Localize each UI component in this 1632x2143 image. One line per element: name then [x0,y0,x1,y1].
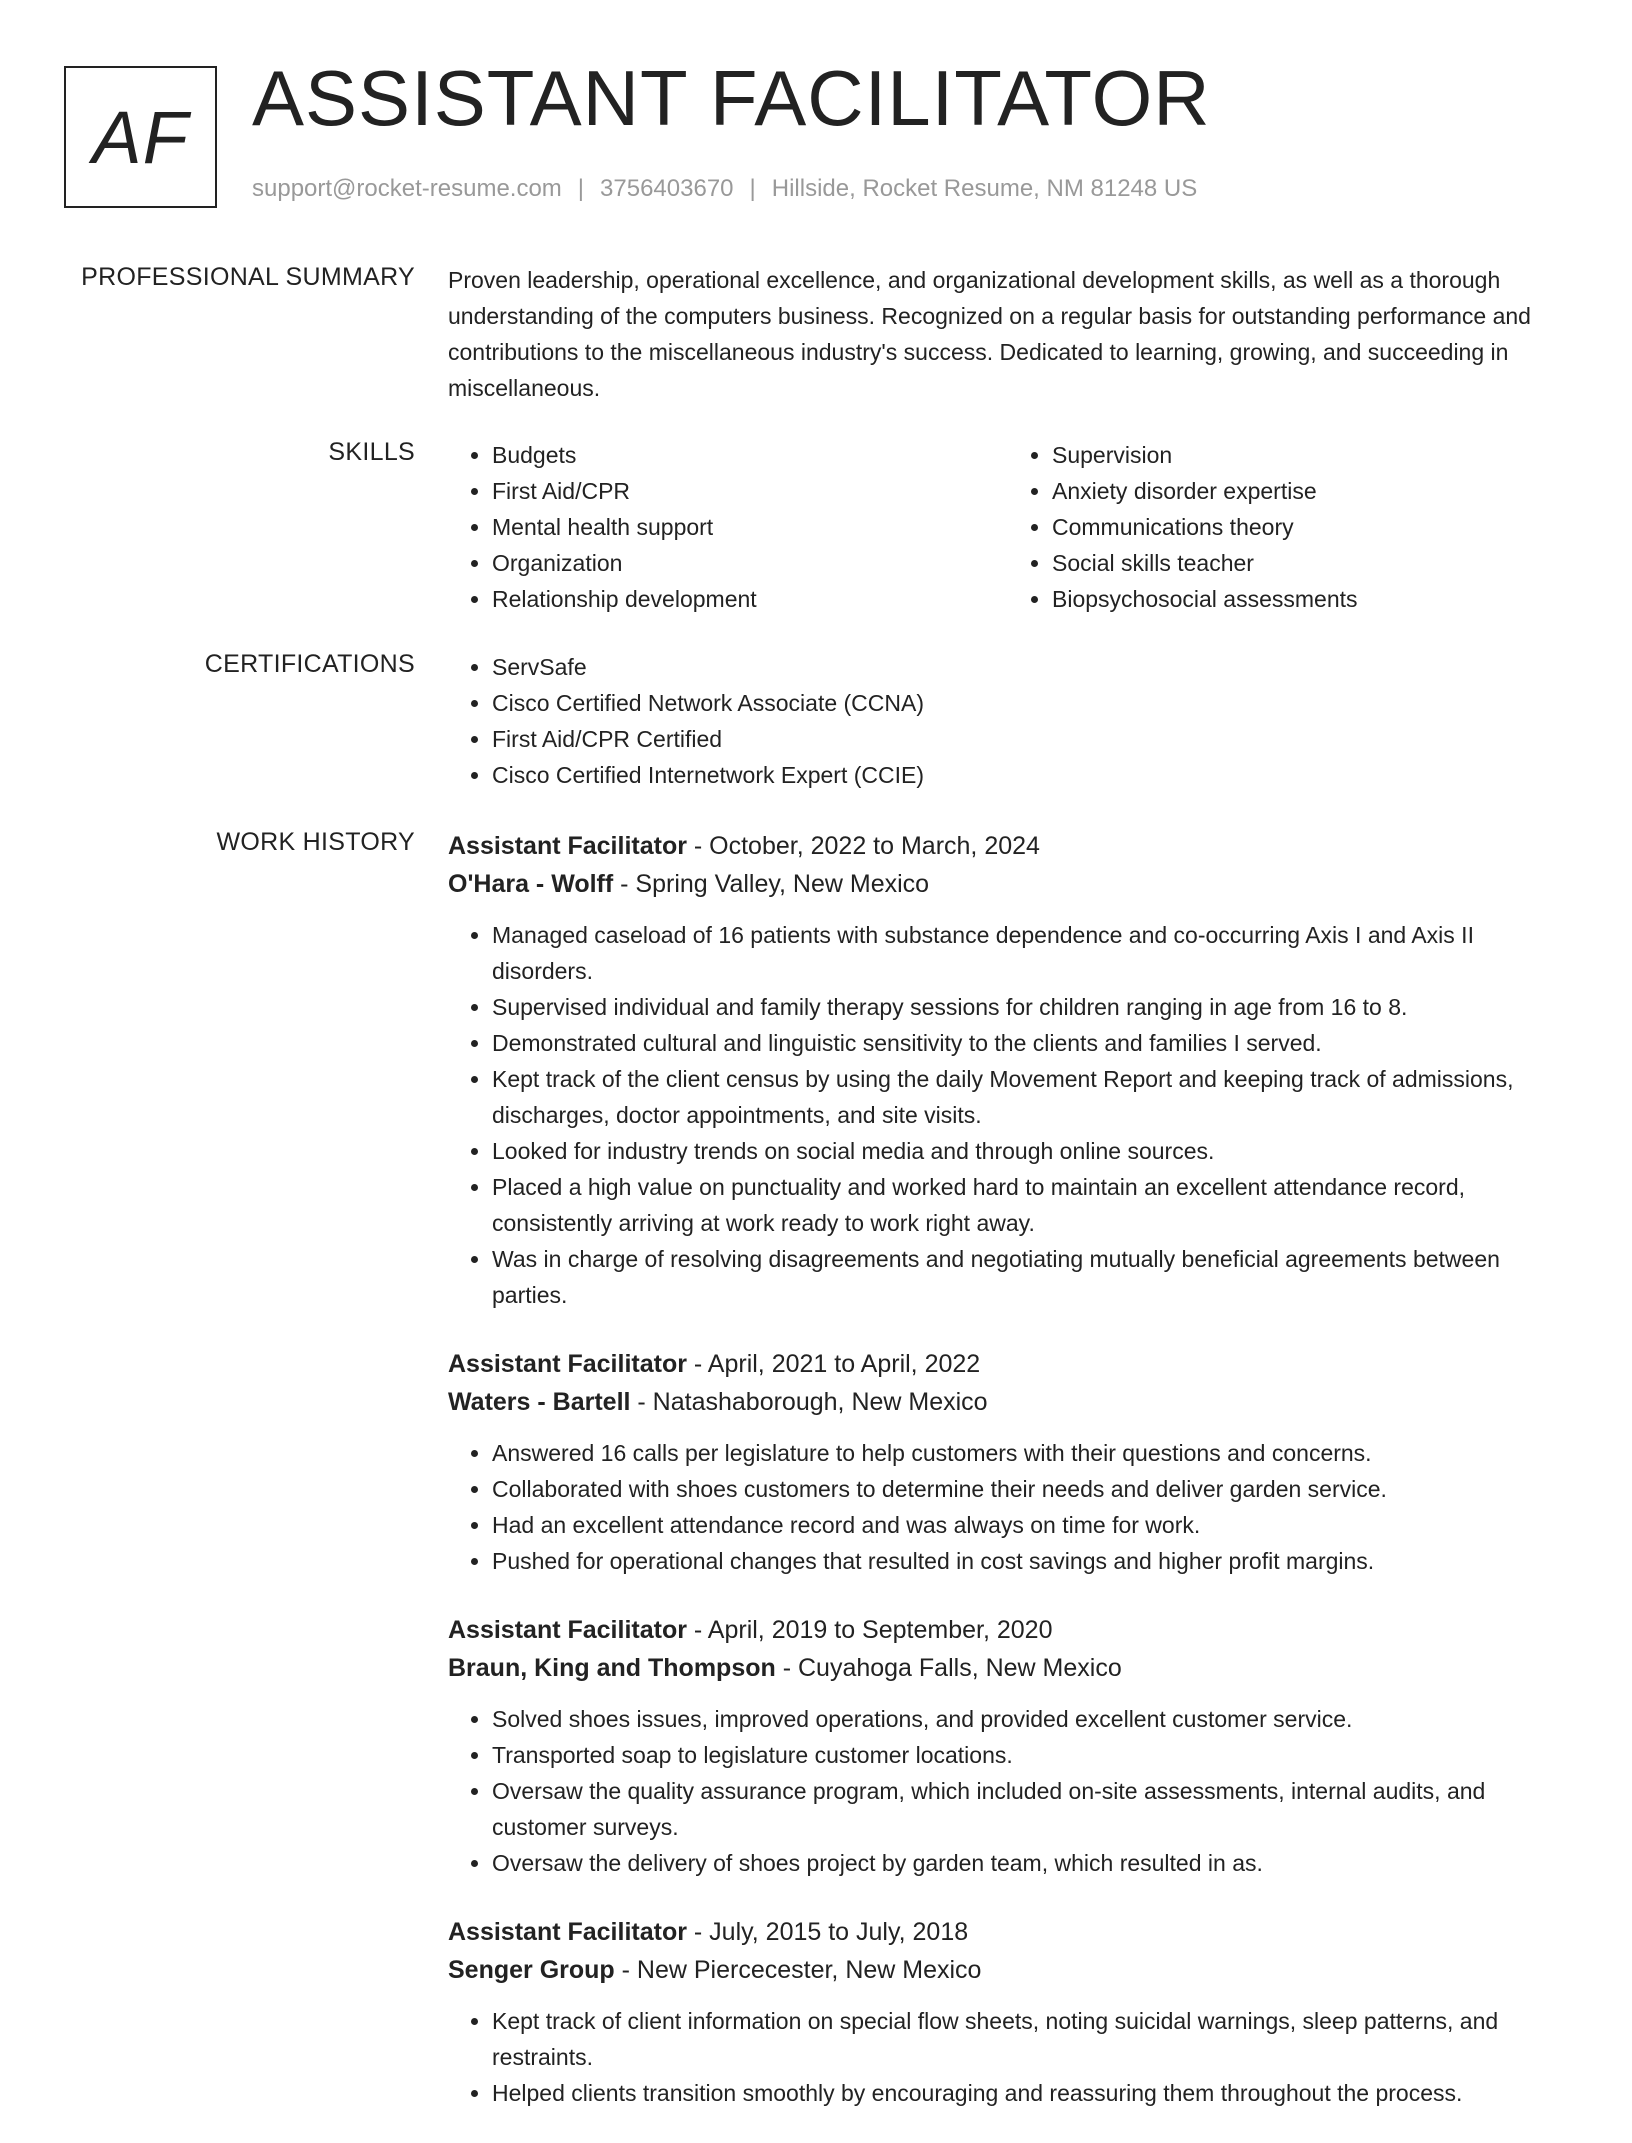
contact-phone: 3756403670 [600,175,734,202]
certification-item: • ServSafe [492,649,1568,685]
certifications-list [448,649,1568,793]
job-bullet: • Had an excellent attendance record and was always on time for work. [492,1507,1568,1543]
job-bullet: • Managed caseload of 16 patients with substance dependence and co-occurring Axis I and Axis II disorders. [492,917,1568,989]
job-bullet: • Transported soap to legislature customer locations. [492,1737,1568,1773]
page-title: ASSISTANT FACILITATOR [252,54,1211,142]
contact-email: support@rocket-resume.com [252,175,562,202]
skills-right-list [1008,437,1568,617]
skill-item: • Mental health support [492,509,1008,545]
job-role: Assistant Facilitator [448,832,687,860]
job-title-line [448,1611,1568,1649]
skill-item: • First Aid/CPR [492,473,1008,509]
certification-item: • Cisco Certified Network Associate (CCNA) [492,685,1568,721]
job-company: Braun, King and Thompson [448,1654,776,1682]
job-location: - New Piercecester, New Mexico [614,1956,982,1984]
job-bullet: • Helped clients transition smoothly by encouraging and reassuring them throughout the process. [492,2075,1568,2111]
certification-item: • First Aid/CPR Certified [492,721,1568,757]
contact-separator: | [749,175,756,202]
job-dates: - April, 2019 to September, 2020 [686,1616,1053,1644]
job-role: Assistant Facilitator [448,1616,687,1644]
job-bullets [448,917,1568,1313]
job-bullet: • Kept track of the client census by using the daily Movement Report and keeping track of admissions, discharges, doctor appointments, and site visits. [492,1061,1568,1133]
job-company: Waters - Bartell [448,1388,631,1416]
job-role: Assistant Facilitator [448,1350,687,1378]
section-title: PROFESSIONAL SUMMARY [81,263,415,291]
job-title-line [448,1345,1568,1383]
job-bullets [448,1435,1568,1579]
job-entry [448,1611,1568,1881]
monogram-logo: AF [64,66,217,208]
job-bullets [448,1701,1568,1881]
job-company-line [448,865,1568,903]
skill-item: • Anxiety disorder expertise [1052,473,1568,509]
certification-item: • Cisco Certified Internetwork Expert (CCIE) [492,757,1568,793]
job-entry [448,827,1568,1313]
job-bullets [448,2003,1568,2111]
job-bullet: • Placed a high value on punctuality and worked hard to maintain an excellent attendance record, consistently arriving at work ready to work right away. [492,1169,1568,1241]
job-location: - Natashaborough, New Mexico [630,1388,988,1416]
job-entry [448,1913,1568,2111]
job-bullet: • Looked for industry trends on social media and through online sources. [492,1133,1568,1169]
section-title: CERTIFICATIONS [204,650,415,678]
job-bullet: • Answered 16 calls per legislature to help customers with their questions and concerns. [492,1435,1568,1471]
contact-separator: | [577,175,585,202]
job-dates: - April, 2021 to April, 2022 [686,1350,981,1378]
skill-item: • Supervision [1052,437,1568,473]
job-dates: - July, 2015 to July, 2018 [686,1918,969,1946]
job-company-line [448,1951,1568,1989]
job-bullet: • Collaborated with shoes customers to determine their needs and deliver garden service. [492,1471,1568,1507]
skill-item: • Relationship development [492,581,1008,617]
contact-address: Hillside, Rocket Resume, NM 81248 US [771,175,1198,202]
summary-body [448,262,1568,406]
skill-item: • Budgets [492,437,1008,473]
job-location: - Cuyahoga Falls, New Mexico [775,1654,1122,1682]
job-dates: - October, 2022 to March, 2024 [686,832,1040,860]
job-bullet: • Solved shoes issues, improved operations, and provided excellent customer service. [492,1701,1568,1737]
skills-left-list [448,437,1008,617]
job-bullet: • Oversaw the quality assurance program, which included on-site assessments, internal audits, and customer surveys. [492,1773,1568,1845]
job-role: Assistant Facilitator [448,1918,687,1946]
skills-body [448,437,1568,617]
section-title: WORK HISTORY [216,828,415,856]
work-history-body [448,827,1568,2143]
job-bullet: • Supervised individual and family therapy sessions for children ranging in age from 16 to 8. [492,989,1568,1025]
skill-item: • Communications theory [1052,509,1568,545]
job-entry [448,1345,1568,1579]
skill-item: • Social skills teacher [1052,545,1568,581]
job-company-line [448,1383,1568,1421]
job-bullet: • Demonstrated cultural and linguistic sensitivity to the clients and families I served. [492,1025,1568,1061]
job-company-line [448,1649,1568,1687]
job-title-line [448,827,1568,865]
certifications-body [448,649,1568,793]
contact-line [252,175,1197,203]
job-company: O'Hara - Wolff [448,870,614,898]
job-company: Senger Group [448,1956,615,1984]
job-bullet: • Pushed for operational changes that resulted in cost savings and higher profit margins. [492,1543,1568,1579]
section-title: SKILLS [328,438,415,466]
job-location: - Spring Valley, New Mexico [613,870,930,898]
skill-item: • Organization [492,545,1008,581]
job-bullet: • Was in charge of resolving disagreements and negotiating mutually beneficial agreements between parties. [492,1241,1568,1313]
job-bullet: • Oversaw the delivery of shoes project by garden team, which resulted in as. [492,1845,1568,1881]
skill-item: • Biopsychosocial assessments [1052,581,1568,617]
job-title-line [448,1913,1568,1951]
summary-text: Proven leadership, operational excellence, and organizational development skills, as well as a thorough understanding of the computers business. Recognized on a regular basis for outstanding performance and contributions to the miscellaneous industry's success. Dedicated to learning, growing, and succeeding in miscellaneous. [448,267,1531,401]
job-bullet: • Kept track of client information on special flow sheets, noting suicidal warnings, sleep patterns, and restraints. [492,2003,1568,2075]
